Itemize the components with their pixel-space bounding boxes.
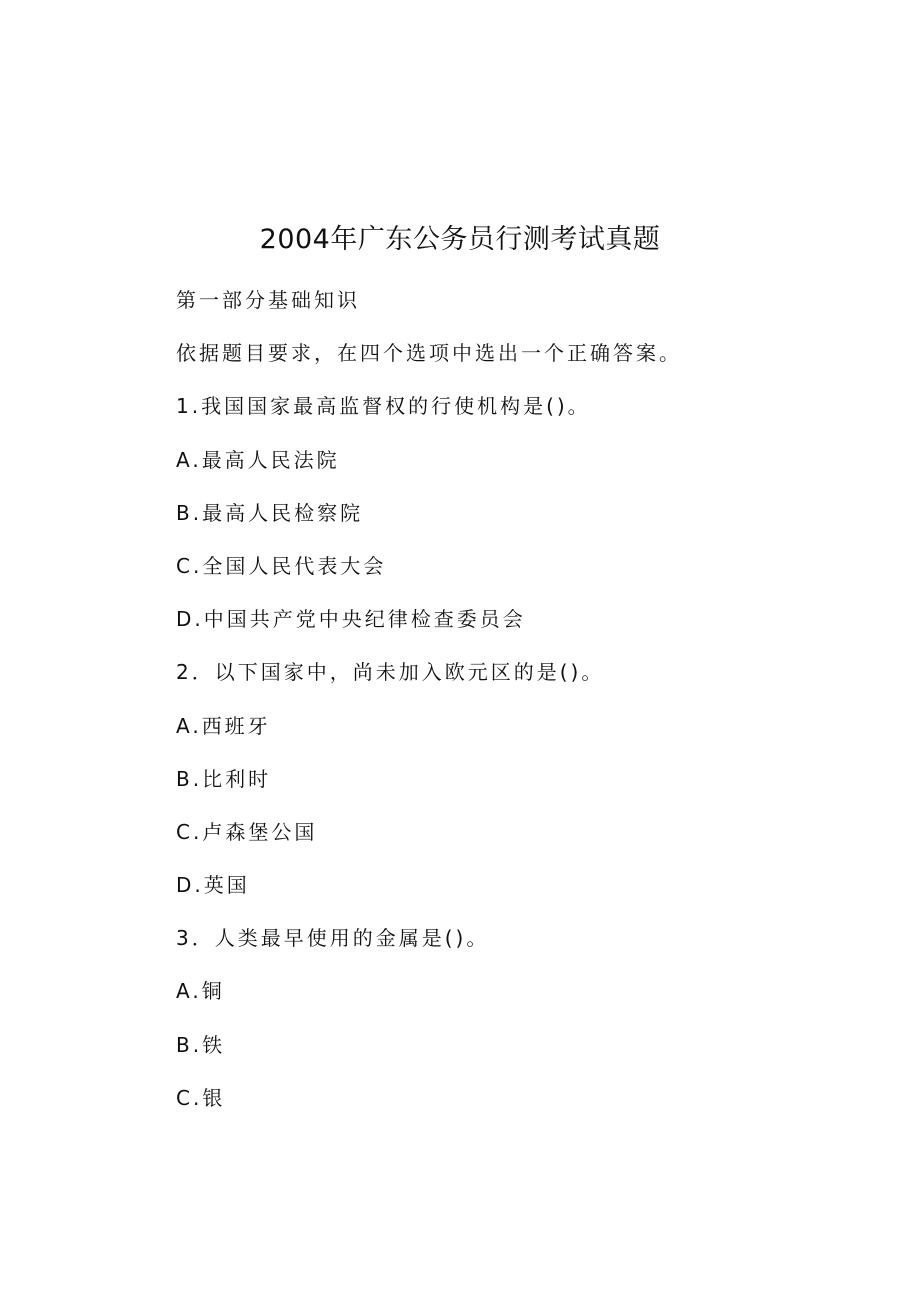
- question-2-option-d: D.英国: [176, 873, 250, 898]
- document-title: 2004年广东公务员行测考试真题: [259, 224, 661, 255]
- question-1-option-d: D.中国共产党中央纪律检查委员会: [176, 607, 526, 632]
- question-1-option-a: A.最高人民法院: [176, 447, 340, 472]
- question-1-option-b: B.最高人民检察院: [176, 500, 364, 525]
- question-1-option-c: C.全国人民代表大会: [176, 553, 387, 578]
- section-heading: 第一部分基础知识: [176, 288, 360, 312]
- question-3-option-c: C.银: [176, 1085, 226, 1110]
- instruction-text: 依据题目要求，在四个选项中选出一个正确答案。: [176, 341, 682, 366]
- question-2-stem: 2．以下国家中，尚未加入欧元区的是()。: [176, 660, 605, 685]
- question-2-option-a: A.西班牙: [176, 713, 271, 738]
- question-3-option-a: A.铜: [176, 979, 225, 1004]
- question-2-option-c: C.卢森堡公国: [176, 819, 318, 844]
- question-2-option-b: B.比利时: [176, 766, 272, 791]
- question-1-stem: 1.我国国家最高监督权的行使机构是()。: [176, 394, 591, 419]
- question-3-option-b: B.铁: [176, 1032, 226, 1057]
- document-body: [176, 280, 816, 1131]
- question-3-stem: 3．人类最早使用的金属是()。: [176, 926, 490, 951]
